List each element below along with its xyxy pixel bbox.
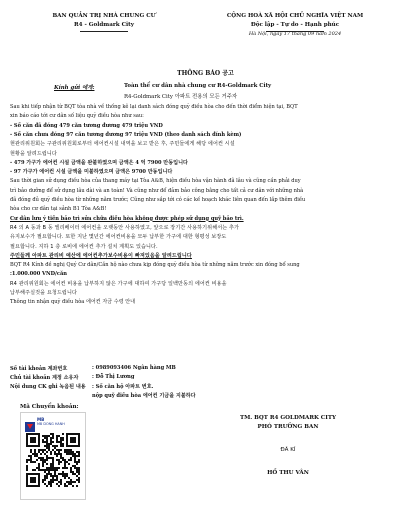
body-line: 납부해주실것을 요청드립니다: [10, 290, 77, 296]
qr-bank-caption: MB DONG HANH: [37, 422, 65, 426]
body-line: 필요합니다. 지하 1 층 로비에 에어컨 추가 설치 계획도 있습니다.: [10, 243, 158, 250]
body-line: - 479 가구가 에어컨 시설 금액을 완불하였으며 금액은 4 억 7900 만동입니다: [10, 159, 188, 166]
body-line: Sau thời gian sử dụng điều hòa của thang máy tại Tòa A&B, hiện điều hòa vận hành đã lâu và cũng cần phải duy: [10, 178, 301, 185]
nation-name: CỘNG HOÀ XÃ HỘI CHỦ NGHĨA VIỆT NAM: [226, 13, 364, 19]
recipient-line-1: Toàn thể cư dân nhà chung cư R4-Goldmark City: [124, 83, 272, 89]
building-name: R4 - Goldmark City: [73, 22, 135, 28]
body-line: - Số căn chưa đóng 97 căn tương đương 97 triệu VND (theo danh sách đính kèm): [10, 131, 242, 138]
body-line: :1.000.000 VND/căn: [10, 271, 68, 278]
body-line: đã đóng đủ quỹ điều hòa từ những năm trước; Cũng như sắp tới có các kế hoạch khác liên quan đến lắp thêm điều: [10, 197, 306, 203]
body-line: trì bảo dưỡng để sử dụng lâu dài và an toàn! Và cũng như để đảm bảo công bằng cho tất cả cư dân với những nhà: [10, 187, 304, 194]
signature-position: PHÓ TRƯỞNG BAN: [257, 424, 319, 430]
recipient-label: Kính gửi 에게:: [54, 85, 95, 91]
motto-underline: [266, 31, 324, 32]
mb-logo-icon: [25, 417, 35, 427]
account-number-label: Số tài khoản 계좌번호: [10, 366, 68, 372]
qr-label: Mã Chuyển khoản:: [20, 404, 79, 410]
signature-org: TM. BQT R4 GOLDMARK CITY: [239, 415, 337, 421]
body-line: 현황을 알려드립니다: [10, 150, 57, 157]
qr-bank-name: MB: [37, 417, 45, 422]
body-line: BQT R4 Kính đề nghị Quý Cư dân/Căn hộ nào chưa kịp đóng quỹ điều hòa từ những năm trước xin đóng bổ sung: [10, 262, 300, 269]
body-line: R4 관리위원회는 에어컨 비용을 납부하지 않은 가구에 대하여 가구당 일백만동의 에어컨 비용을: [10, 280, 227, 287]
notice-title: THÔNG BÁO 공고: [177, 70, 234, 77]
transfer-content-value-2: nộp quỹ điều hòa 에어컨 기금을 지불하다: [92, 393, 196, 399]
body-line: - 97 가구가 에어컨 시설 금액을 미불하였으며 금액은 9700 만동입니다: [10, 169, 173, 176]
qr-code-icon: [26, 433, 80, 487]
org-name: BAN QUẢN TRỊ NHÀ CHUNG CƯ: [52, 13, 156, 19]
motto: Độc lập - Tự do - Hạnh phúc: [250, 22, 340, 28]
date-line: Hà Nội, ngày 17 tháng 09 năm 2024: [248, 31, 342, 37]
account-number-value: : 0989093406 Ngân hàng MB: [92, 365, 176, 371]
org-underline: [80, 31, 128, 32]
body-line: Thông tin nhận quỹ điều hòa 에어컨 자금 수령 안내: [10, 299, 136, 306]
body-line: - Số căn đã đóng 479 căn tương đương 479 triệu VND: [10, 122, 163, 129]
body-line: Sau khi tiếp nhận từ BQT tòa nhà về thống kê lại danh sách đóng quỹ điều hòa cho đến thời điểm hiện tại, BQT: [10, 104, 298, 110]
body-line: hòa cho cư dân tại sảnh B1 Tòa A&B!: [10, 206, 107, 213]
org-header: [44, 12, 164, 30]
transfer-content-label: Nội dung CK ghi 녹음된 내용: [10, 384, 86, 390]
transfer-content-value: : Số căn hộ 아파트 번호.: [92, 384, 154, 390]
account-holder-label: Chủ tài khoản 계정 소유자: [10, 375, 79, 381]
qr-card: [20, 412, 86, 500]
body-line: 유지보수가 필요합니다. 또한 지난 몇년간 에어컨비용을 모두 납부한 가구에 대한 형평성 보장도: [10, 234, 227, 241]
recipient-line-2: R4-Goldmark City 아파트 전용의 모든 거주자: [124, 94, 238, 100]
body-line: Cư dân lưu ý tiền bảo trì sửa chữa điều hòa không được phép sử dụng quỹ bảo trì.: [10, 215, 244, 222]
signature-mark: ĐÃ KÍ: [280, 447, 296, 453]
account-holder-value: : Đỗ Thị Lương: [92, 374, 135, 380]
body-line: 현관리위원회는 구관리위원회로부터 에어컨시설 내역을 보고 받은 후, 주민들에게 해당 에어컨 시설: [10, 141, 235, 148]
body-line: 주민들께 아파트 관리비 예산에 에어컨추가보수비용이 빠져있음을 알려드립니다: [10, 252, 192, 259]
body-line: R4 의 A 동과 B 동 엘리베이터 에어컨을 오랫동안 사용하였고, 앞으로 장기간 사용하기위해서는 추가: [10, 224, 240, 231]
body-line: xin báo cáo tới cư dân số liệu quỹ điều hòa như sau:: [10, 113, 144, 120]
nation-header: [205, 12, 385, 39]
signatory-name: HỒ THU VÂN: [267, 470, 309, 476]
